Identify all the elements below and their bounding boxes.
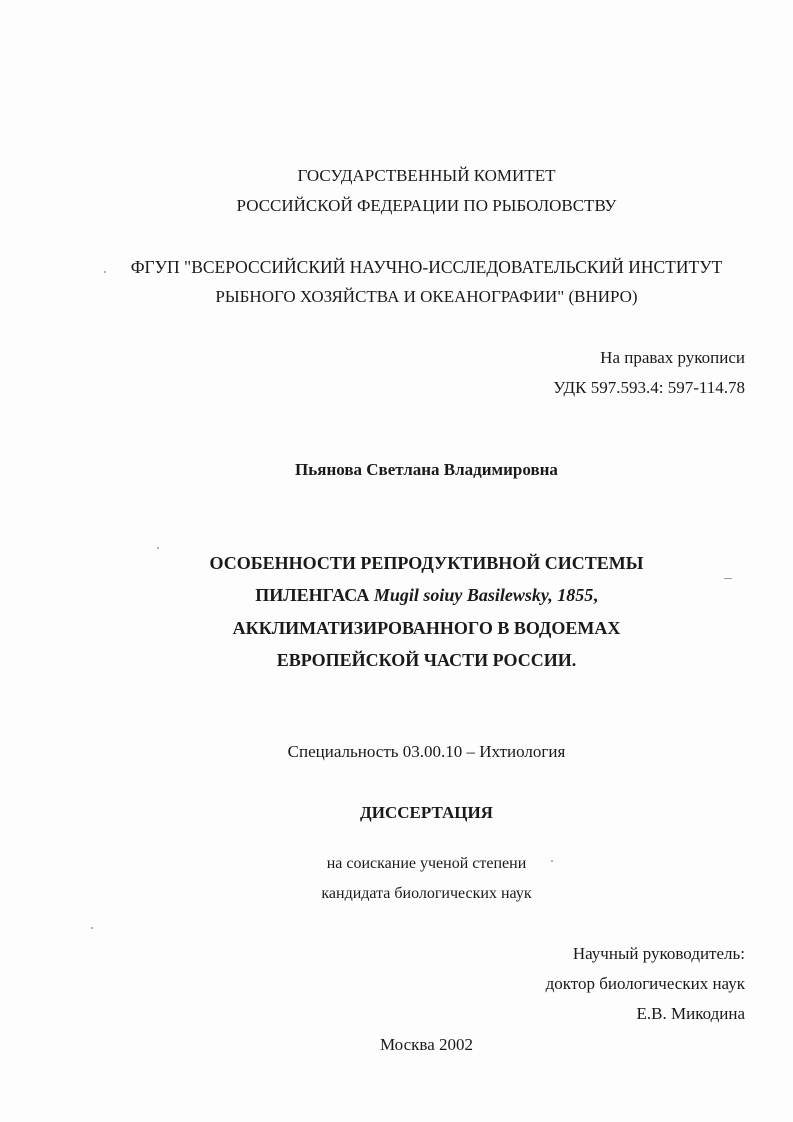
manuscript-rights: На правах рукописи: [600, 348, 745, 367]
species-name: Mugil soiuy Basilewsky, 1855: [373, 585, 594, 605]
institute-line-2: РЫБНОГО ХОЗЯЙСТВА И ОКЕАНОГРАФИИ" (ВНИРО): [215, 287, 638, 306]
degree-line-2: кандидата биологических наук: [321, 885, 532, 902]
institute-line-1: ФГУП "ВСЕРОССИЙСКИЙ НАУЧНО-ИССЛЕДОВАТЕЛЬСКИЙ ИНСТИТУТ: [130, 257, 723, 277]
author-name: Пьянова Светлана Владимировна: [295, 460, 558, 479]
specialty: Специальность 03.00.10 – Ихтиология: [287, 742, 566, 761]
degree-line-1: на соискание ученой степени: [326, 855, 527, 872]
title-line-2-suffix: ,: [593, 585, 598, 605]
title-line-1: ОСОБЕННОСТИ РЕПРОДУКТИВНОЙ СИСТЕМЫ: [209, 553, 644, 573]
scan-speck: [724, 578, 732, 579]
committee-line-2: РОССИЙСКОЙ ФЕДЕРАЦИИ ПО РЫБОЛОВСТВУ: [236, 196, 617, 215]
scan-speck: [551, 860, 553, 862]
supervisor-label: Научный руководитель:: [572, 944, 745, 963]
title-line-2: [0, 585, 793, 605]
scan-speck: [104, 271, 106, 273]
scan-speck: [91, 927, 93, 929]
document-type: ДИССЕРТАЦИЯ: [360, 803, 493, 822]
place-year: Москва 2002: [379, 1035, 474, 1054]
title-line-3: АККЛИМАТИЗИРОВАННОГО В ВОДОЕМАХ: [232, 618, 621, 638]
scan-speck: [157, 547, 159, 549]
supervisor-name: Е.В. Микодина: [636, 1004, 745, 1023]
udc-code: УДК 597.593.4: 597-114.78: [553, 378, 745, 397]
committee-line-1: ГОСУДАРСТВЕННЫЙ КОМИТЕТ: [297, 166, 556, 185]
title-line-4: ЕВРОПЕЙСКОЙ ЧАСТИ РОССИИ.: [276, 650, 577, 670]
supervisor-degree: доктор биологических наук: [545, 974, 745, 993]
title-line-2-prefix: ПИЛЕНГАСА: [255, 585, 374, 605]
